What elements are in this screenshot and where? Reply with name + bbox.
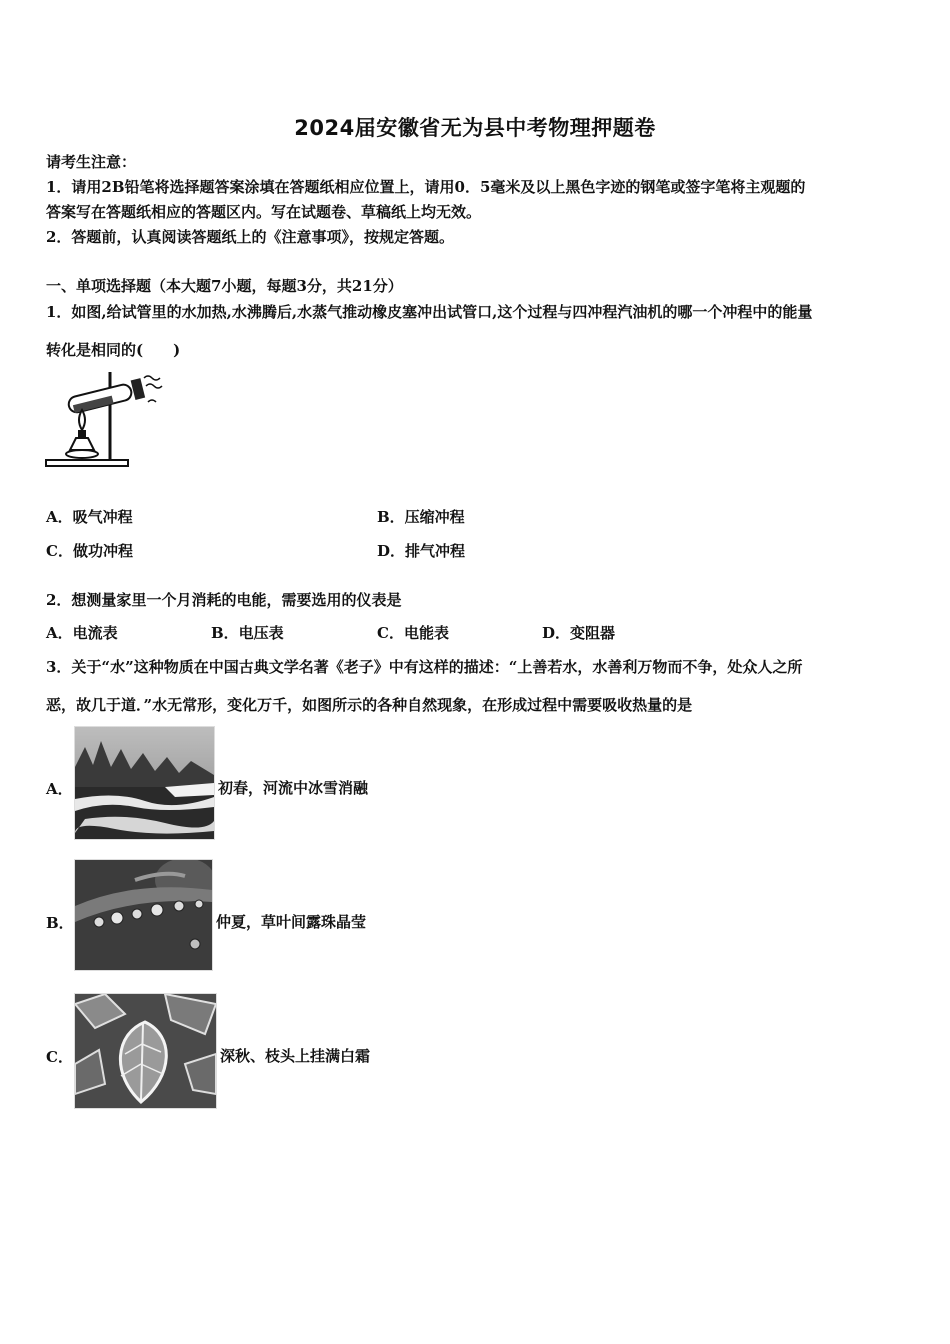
notice-line-1b: 答案写在答题纸相应的答题区内。写在试题卷、草稿纸上均无效。 [46,203,482,221]
q1-option-b[interactable]: B．压缩冲程 [377,508,465,526]
q1-option-a[interactable]: A．吸气冲程 [46,508,133,526]
q3-option-b-label[interactable]: B． [46,914,74,932]
q1-stem-line-b: 转化是相同的( ) [46,341,181,359]
q1-stem-line-a: 1．如图,给试管里的水加热,水沸腾后,水蒸气推动橡皮塞冲出试管口,这个过程与四冲程汽油机的哪一个冲程中的能量 [46,303,813,321]
q3-option-b-text[interactable]: 仲夏，草叶间露珠晶莹 [216,913,367,931]
dew-on-grass-photo [74,859,213,971]
page-title: 2024届安徽省无为县中考物理押题卷 [294,116,656,140]
q3-stem-line-a: 3．关于“水”这种物质在中国古典文学名著《老子》中有这样的描述：“上善若水，水善利万物而不争，处众人之所 [46,658,803,676]
q3-option-c-text[interactable]: 深秋、枝头上挂满白霜 [220,1047,371,1065]
notice-line-2: 2．答题前，认真阅读答题纸上的《注意事项》，按规定答题。 [46,228,454,246]
frost-on-leaves-photo [74,993,217,1109]
q3-option-a-text[interactable]: 初春，河流中冰雪消融 [218,779,369,797]
q2-option-b[interactable]: B．电压表 [211,624,284,642]
melting-ice-river-photo [74,726,215,840]
q2-option-a[interactable]: A．电流表 [46,624,118,642]
q3-option-a-label[interactable]: A． [46,780,73,798]
notice-line-1a: 1．请用2B铅笔将选择题答案涂填在答题纸相应位置上，请用0．5毫米及以上黑色字迹的钢笔或签字笔将主观题的 [46,178,806,196]
q2-option-c[interactable]: C．电能表 [377,624,449,642]
notice-heading: 请考生注意： [46,153,137,171]
test-tube-diagram [44,368,164,472]
q3-stem-line-b: 恶，故几于道．”水无常形，变化万千，如图所示的各种自然现象，在形成过程中需要吸收热量的是 [46,696,693,714]
q3-option-c-label[interactable]: C． [46,1048,73,1066]
section-heading: 一、单项选择题（本大题7小题，每题3分，共21分） [46,277,403,295]
q2-stem: 2．想测量家里一个月消耗的电能，需要选用的仪表是 [46,591,402,609]
q1-option-c[interactable]: C．做功冲程 [46,542,133,560]
q2-option-d[interactable]: D．变阻器 [542,624,616,642]
q1-option-d[interactable]: D．排气冲程 [377,542,466,560]
